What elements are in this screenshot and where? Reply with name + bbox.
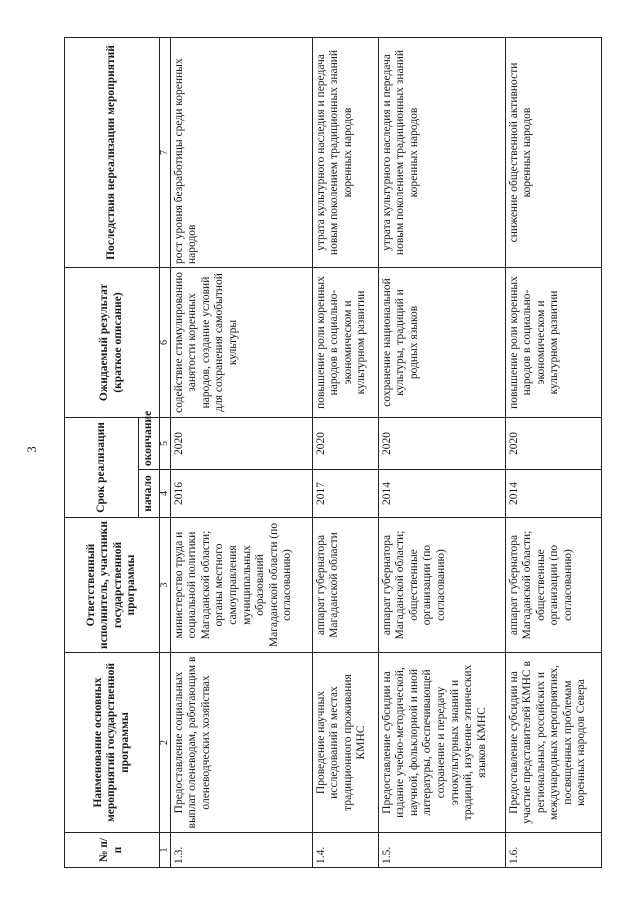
col-header-consequences: Последствия нереализации мероприятий [65,37,160,267]
row-start: 2016 [170,470,312,518]
program-table [64,37,602,868]
table-row [312,37,378,867]
row-end: 2020 [505,417,602,469]
col-header-executor: Ответственный исполнитель, участники государственной программы [65,518,160,653]
row-start: 2014 [378,470,505,518]
col-header-end: окончание [139,417,160,469]
page-number: 3 [23,446,39,453]
row-consequences: рост уровня безработицы среди коренных народов [170,37,312,267]
row-end: 2020 [378,417,505,469]
row-result: содействие стимулированию занятости коренных народов, создание условий для сохранения самобытной культуры [170,267,312,417]
column-number: 7 [159,37,170,267]
header-row [65,37,139,867]
column-number: 2 [159,653,170,833]
column-number: 6 [159,267,170,417]
row-executor: аппарат губернатора Магаданской области; общественные организации (по согласованию) [505,518,602,653]
row-end: 2020 [312,417,378,469]
row-number: 1.4. [312,833,378,868]
column-number: 3 [159,518,170,653]
column-number: 1 [159,833,170,868]
row-number: 1.6. [505,833,602,868]
row-executor: аппарат губернатора Магаданской области; общественные организации (по согласованию) [378,518,505,653]
table-row [505,37,602,867]
col-header-period: Срок реализации [65,417,139,517]
row-consequences: утрата культурного наследия и передача новым поколением традиционных знаний коренных народов [378,37,505,267]
rotated-page [64,38,602,868]
row-start: 2014 [505,470,602,518]
row-number: 1.3. [170,833,312,868]
row-start: 2017 [312,470,378,518]
table-row [170,37,312,867]
row-result: повышение роли коренных народов в социально-экономическом и культурном развитии [312,267,378,417]
row-number: 1.5. [378,833,505,868]
table-row [378,37,505,867]
column-number: 4 [159,470,170,518]
col-header-num: № п/п [65,833,160,868]
col-header-start: начало [139,470,160,518]
row-name: Предоставление субсидии на издание учебно-методической, научной, фольклорной и иной литературы, обеспечивающей сохранение и передачу этнокультурных знаний и традиций, изучение этнических языков КМНС [378,653,505,833]
col-header-result: Ожидаемый результат (краткое описание) [65,267,160,417]
row-end: 2020 [170,417,312,469]
row-executor: аппарат губернатора Магаданской области [312,518,378,653]
row-result: сохранение национальной культуры, традиций и родных языков [378,267,505,417]
row-name: Предоставление субсидии на участие представителей КМНС в региональных, российских и международных мероприятиях, посвященных проблемам коренных народов Севера [505,653,602,833]
row-executor: министерство труда и социальной политики Магаданской области; органы местного самоуправления муниципальных образований Магаданской области (по согласованию) [170,518,312,653]
row-name: Предоставление социальных выплат оленеводам, работающим в оленеводческих хозяйствах [170,653,312,833]
column-number-row [159,37,170,867]
row-name: Проведение научных исследований в местах традиционного проживания КМНС [312,653,378,833]
row-result: повышение роли коренных народов в социально-экономическом и культурном развитии [505,267,602,417]
row-consequences: утрата культурного наследия и передача новым поколением традиционных знаний коренных народов [312,37,378,267]
column-number: 5 [159,417,170,469]
row-consequences: снижение общественной активности коренных народов [505,37,602,267]
col-header-name: Наименование основных мероприятий государственной программы [65,653,160,833]
